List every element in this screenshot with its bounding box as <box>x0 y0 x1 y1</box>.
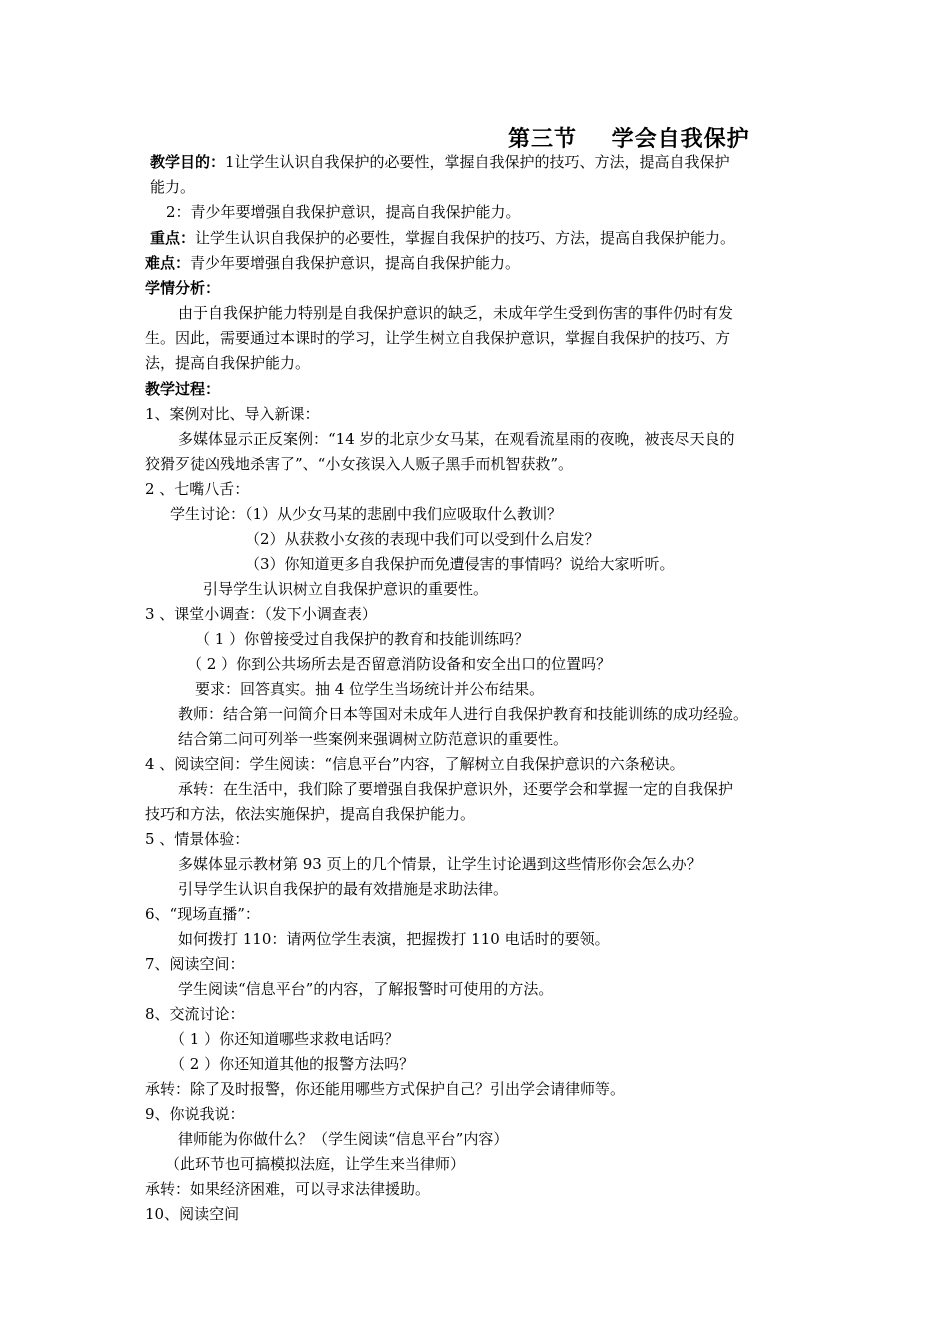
section-4-transition-2: 技巧和方法，依法实施保护，提高自我保护能力。 <box>145 805 476 823</box>
section-3-question-1: （ 1 ）你曾接受过自我保护的教育和技能训练吗？ <box>195 630 530 648</box>
analysis-line-2: 生。因此，需要通过本课时的学习，让学生树立自我保护意识，掌握自我保护的技巧、方 <box>145 329 731 347</box>
section-2-question-2: （2）从获救小女孩的表现中我们可以受到什么启发？ <box>245 530 600 548</box>
section-3-teacher: 教师：结合第一问简介日本等国对未成年人进行自我保护教育和技能训练的成功经验。 <box>178 705 749 723</box>
analysis-line-1: 由于自我保护能力特别是自我保护意识的缺乏，未成年学生受到伤害的事件仍时有发 <box>178 304 734 322</box>
objectives-line-1: 教学目的：1让学生认识自我保护的必要性，掌握自我保护的技巧、方法，提高自我保护 <box>150 153 730 171</box>
objectives-label: 教学目的： <box>150 153 226 171</box>
section-4-transition-1: 承转：在生活中，我们除了要增强自我保护意识外，还要学会和掌握一定的自我保护 <box>178 780 734 798</box>
section-9-line-2: （此环节也可搞模拟法庭，让学生来当律师） <box>165 1155 466 1173</box>
section-3-requirement: 要求：回答真实。抽 4 位学生当场统计并公布结果。 <box>195 680 545 698</box>
section-9-line-1: 律师能为你做什么？（学生阅读“信息平台”内容） <box>178 1130 509 1148</box>
section-2-guide: 引导学生认识树立自我保护意识的重要性。 <box>203 580 489 598</box>
section-8-transition: 承转：除了及时报警，你还能用哪些方式保护自己？引出学会请律师等。 <box>145 1080 626 1098</box>
section-1-title: 1、案例对比、导入新课： <box>145 405 320 423</box>
section-5-line-2: 引导学生认识自我保护的最有效措施是求助法律。 <box>178 880 509 898</box>
section-8-title: 8、交流讨论： <box>145 1005 245 1023</box>
section-6-line-1: 如何拨打 110：请两位学生表演，把握拨打 110 电话时的要领。 <box>178 930 610 948</box>
section-9-transition: 承转：如果经济困难，可以寻求法律援助。 <box>145 1180 431 1198</box>
difficulty: 难点：青少年要增强自我保护意识，提高自我保护能力。 <box>145 254 521 272</box>
section-2-question-3: （3）你知道更多自我保护而免遭侵害的事情吗？说给大家听听。 <box>245 555 675 573</box>
section-2-title: 2 、七嘴八舌： <box>145 480 250 498</box>
section-1-line-2: 狡猾歹徒凶残地杀害了”、“小女孩误入人贩子黑手而机智获救”。 <box>145 455 574 473</box>
section-7-title: 7、阅读空间： <box>145 955 245 973</box>
objectives-line-2: 能力。 <box>150 178 196 196</box>
key-point-label: 重点： <box>150 229 196 247</box>
section-8-question-1: （ 1 ）你还知道哪些求救电话吗？ <box>170 1030 400 1048</box>
process-label: 教学过程： <box>145 380 221 398</box>
section-3-second: 结合第二问可列举一些案例来强调树立防范意识的重要性。 <box>178 730 569 748</box>
section-9-title: 9、你说我说： <box>145 1105 245 1123</box>
section-3-title: 3 、课堂小调查：（发下小调查表） <box>145 605 377 623</box>
section-7-line-1: 学生阅读“信息平台”的内容，了解报警时可使用的方法。 <box>178 980 554 998</box>
analysis-label: 学情分析： <box>145 279 221 297</box>
section-10-title: 10、阅读空间 <box>145 1205 240 1223</box>
objectives-line-3: 2：青少年要增强自我保护意识，提高自我保护能力。 <box>166 203 521 221</box>
section-2-question-1: 学生讨论：（1）从少女马某的悲剧中我们应吸取什么教训？ <box>170 505 563 523</box>
analysis-line-3: 法，提高自我保护能力。 <box>145 354 311 372</box>
section-3-question-2: （ 2 ）你到公共场所去是否留意消防设备和安全出口的位置吗？ <box>187 655 612 673</box>
section-5-title: 5 、情景体验： <box>145 830 250 848</box>
section-5-line-1: 多媒体显示教材第 93 页上的几个情景，让学生讨论遇到这些情形你会怎么办？ <box>178 855 702 873</box>
section-6-title: 6、“现场直播”： <box>145 905 260 923</box>
document-title: 第三节 学会自我保护 <box>508 127 750 152</box>
difficulty-label: 难点： <box>145 254 191 272</box>
section-8-question-2: （ 2 ）你还知道其他的报警方法吗？ <box>170 1055 415 1073</box>
section-4-title: 4 、阅读空间：学生阅读：“信息平台”内容，了解树立自我保护意识的六条秘诀。 <box>145 755 685 773</box>
key-point: 重点：让学生认识自我保护的必要性，掌握自我保护的技巧、方法，提高自我保护能力。 <box>150 229 736 247</box>
section-1-line-1: 多媒体显示正反案例：“14 岁的北京少女马某，在观看流星雨的夜晚，被丧尽天良的 <box>178 430 735 448</box>
